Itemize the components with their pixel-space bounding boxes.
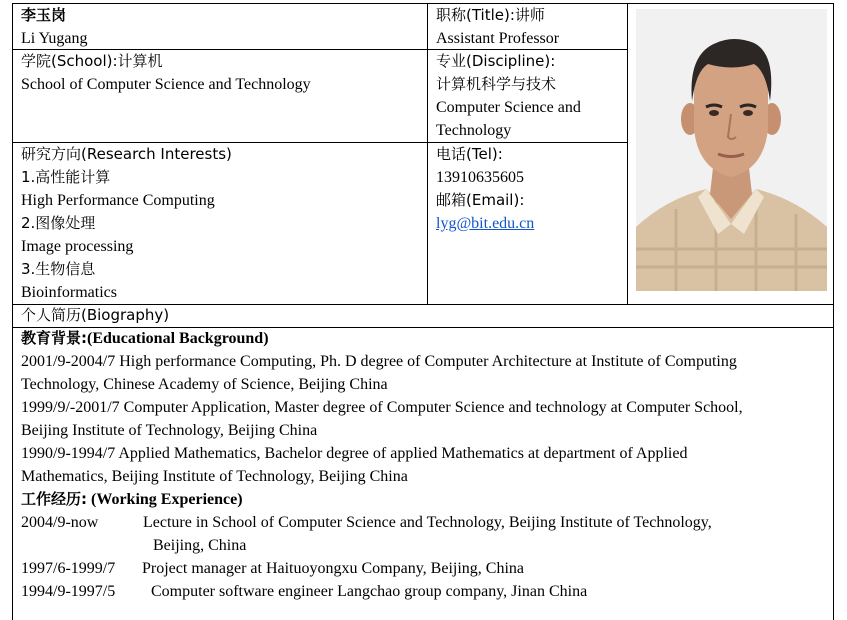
name-cn: 李玉岗	[21, 6, 67, 24]
person-portrait-icon	[636, 9, 827, 291]
table-border-right	[833, 3, 834, 620]
work-date: 2004/9-now	[21, 514, 99, 531]
education-heading-en: (Educational Background)	[87, 330, 269, 347]
discipline-cn: 计算机科学与技术	[436, 75, 557, 93]
education-entry-line: Beijing Institute of Technology, Beijing China	[21, 422, 318, 439]
title-cell	[436, 4, 559, 50]
work-date: 1994/9-1997/5	[21, 583, 116, 600]
work-entry	[21, 580, 827, 603]
name-cell	[21, 4, 88, 50]
research-item-cn: 1.高性能计算	[21, 168, 111, 186]
work-date: 1997/6-1999/7	[21, 560, 116, 577]
tel-value: 13910635605	[436, 169, 524, 186]
research-item-cn: 3.生物信息	[21, 260, 96, 278]
contact-cell	[436, 143, 534, 235]
education-entry-line: 2001/9-2004/7 High performance Computing, Ph. D degree of Computer Architecture at Institute of Computing	[21, 353, 737, 370]
work-heading-cn: 工作经历:	[21, 490, 87, 508]
school-value: School of Computer Science and Technology	[21, 76, 311, 93]
work-description: Computer software engineer Langchao group company, Jinan China	[151, 583, 588, 600]
work-entry	[21, 557, 827, 580]
discipline-cell	[436, 50, 581, 142]
research-item-en: Bioinformatics	[21, 284, 117, 301]
work-heading	[21, 488, 827, 511]
education-entry-line: Mathematics, Beijing Institute of Technology, Beijing China	[21, 468, 408, 485]
email-label: 邮箱(Email):	[436, 191, 525, 209]
education-entry-line: 1990/9-1994/7 Applied Mathematics, Bachelor degree of applied Mathematics at department of Applied	[21, 445, 688, 462]
school-label: 学院(School):计算机	[21, 52, 163, 70]
discipline-en-1: Computer Science and	[436, 99, 581, 116]
research-item-en: Image processing	[21, 238, 134, 255]
work-description: Project manager at Haituoyongxu Company, Beijing, China	[142, 560, 524, 577]
school-cell	[21, 50, 311, 96]
name-en: Li Yugang	[21, 30, 88, 47]
education-entry-line: Technology, Chinese Academy of Science, Beijing China	[21, 376, 388, 393]
education-heading	[21, 327, 827, 350]
research-item-en: High Performance Computing	[21, 192, 215, 209]
biography-body	[21, 327, 827, 603]
work-heading-en: (Working Experience)	[87, 491, 243, 508]
work-description-continued: Beijing, China	[153, 537, 247, 554]
title-label: 职称(Title):讲师	[436, 6, 545, 24]
work-entry	[21, 511, 827, 534]
discipline-en-2: Technology	[436, 122, 512, 139]
tel-label: 电话(Tel):	[436, 145, 503, 163]
research-cell	[21, 143, 232, 304]
table-border-top	[12, 3, 834, 4]
email-link[interactable]: lyg@bit.edu.cn	[436, 215, 535, 232]
work-description: Lecture in School of Computer Science and Technology, Beijing Institute of Technology,	[143, 514, 712, 531]
biography-label: 个人简历(Biography)	[21, 306, 170, 324]
biography-label-cell	[21, 304, 169, 327]
profile-photo	[636, 9, 827, 291]
research-label: 研究方向(Research Interests)	[21, 145, 232, 163]
education-heading-cn: 教育背景:	[21, 329, 87, 347]
title-value: Assistant Professor	[436, 30, 560, 47]
education-entry-line: 1999/9/-2001/7 Computer Application, Master degree of Computer Science and technology at Computer School,	[21, 399, 743, 416]
table-border-left	[12, 3, 13, 620]
research-item-cn: 2.图像处理	[21, 214, 96, 232]
discipline-label: 专业(Discipline):	[436, 52, 556, 70]
